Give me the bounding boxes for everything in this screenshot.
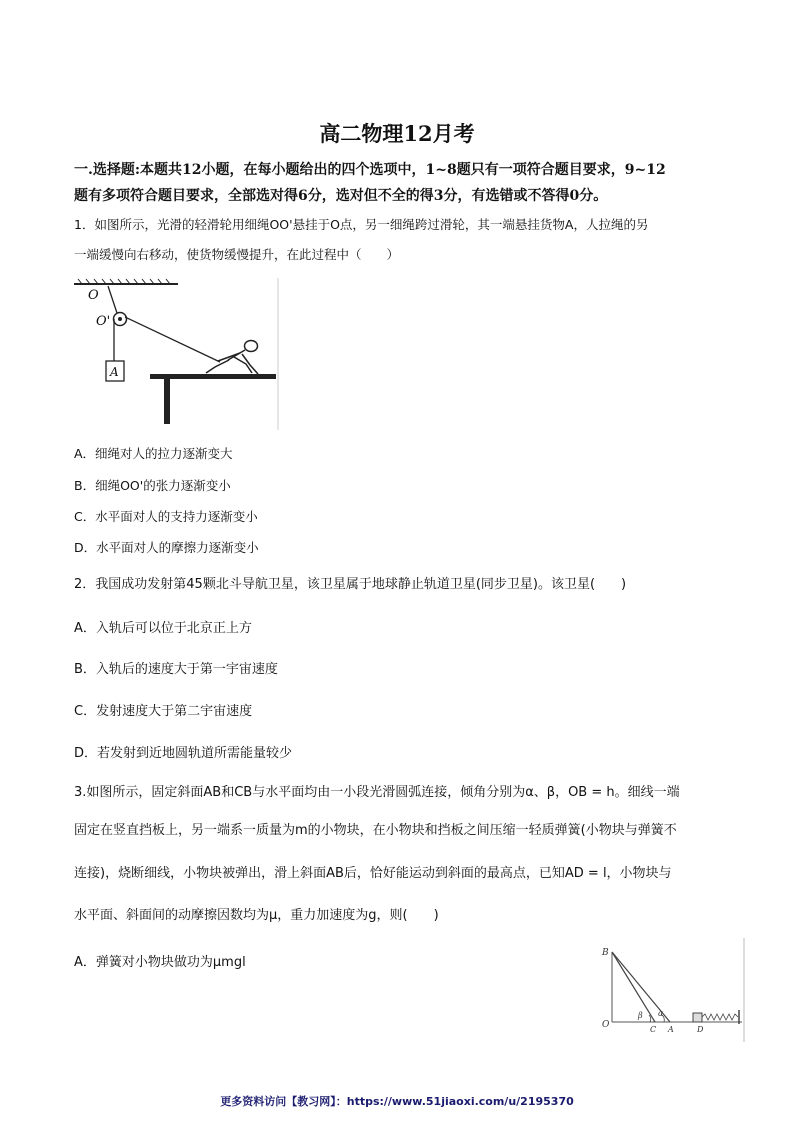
q1-option-b: B．细绳OO'的张力逐渐变小 bbox=[74, 478, 231, 493]
block bbox=[693, 1013, 702, 1022]
q3-stem-line1: 3.如图所示，固定斜面AB和CB与水平面均由一小段光滑圆弧连接，倾角分别为α、β，OB = h。细线一端 bbox=[74, 785, 680, 800]
svg-text:D: D bbox=[697, 1025, 704, 1034]
label-o-prime: O' bbox=[96, 314, 111, 329]
footer-link[interactable]: 更多资料访问【教习网】：https://www.51jiaoxi.com/u/2195370 bbox=[220, 1095, 574, 1108]
section-heading-line1: 一.选择题:本题共12小题，在每小题给出的四个选项中，1~8题只有一项符合题目要求，9~12 bbox=[74, 162, 666, 178]
rope-to-person bbox=[125, 317, 220, 362]
q2-option-c: C．发射速度大于第二宇宙速度 bbox=[74, 704, 253, 719]
q1-figure bbox=[70, 278, 282, 430]
svg-text:A: A bbox=[668, 1025, 674, 1034]
rope-oo bbox=[108, 286, 118, 316]
q3-figure bbox=[598, 938, 748, 1042]
table-leg bbox=[164, 379, 170, 424]
page-title: 高二物理12月考 bbox=[319, 121, 475, 146]
q3-option-a: A．弹簧对小物块做功为μmgl bbox=[74, 955, 246, 970]
q1-stem-line1: 1．如图所示，光滑的轻滑轮用细绳OO'悬挂于O点，另一细绳跨过滑轮，其一端悬挂货物A，人拉绳的另 bbox=[74, 217, 649, 232]
table-top bbox=[150, 374, 276, 379]
q1-option-a: A．细绳对人的拉力逐渐变大 bbox=[74, 446, 233, 461]
q3-stem-line2: 固定在竖直挡板上，另一端系一质量为m的小物块，在小物块和挡板之间压缩一轻质弹簧(小物块与弹簧不 bbox=[74, 823, 677, 838]
spring-icon bbox=[702, 1014, 738, 1020]
svg-text:β: β bbox=[638, 1011, 643, 1020]
q1-option-c: C．水平面对人的支持力逐渐变小 bbox=[74, 509, 258, 524]
svg-text:O: O bbox=[602, 1020, 610, 1030]
svg-text:C: C bbox=[650, 1025, 657, 1034]
q2-option-a: A．入轨后可以位于北京正上方 bbox=[74, 621, 252, 636]
svg-text:α: α bbox=[658, 1009, 664, 1018]
q2-option-d: D．若发射到近地圆轨道所需能量较少 bbox=[74, 746, 293, 761]
label-o: O bbox=[88, 288, 99, 303]
q3-stem-line3: 连接)，烧断细线，小物块被弹出，滑上斜面AB后，恰好能运动到斜面的最高点，已知AD = l，小物块与 bbox=[74, 866, 672, 881]
person-icon bbox=[206, 341, 258, 375]
section-heading-line2: 题有多项符合题目要求，全部选对得6分，选对但不全的得3分，有选错或不答得0分。 bbox=[74, 188, 608, 204]
q3-stem-line4: 水平面、斜面间的动摩擦因数均为μ，重力加速度为g，则( ) bbox=[74, 908, 439, 923]
svg-text:B: B bbox=[602, 948, 609, 958]
q2-option-b: B．入轨后的速度大于第一宇宙速度 bbox=[74, 662, 278, 677]
label-a: A bbox=[110, 365, 119, 379]
slope-cb bbox=[612, 952, 655, 1022]
q1-stem-line2: 一端缓慢向右移动，使货物缓慢提升，在此过程中（ ） bbox=[74, 247, 400, 262]
q2-stem: 2．我国成功发射第45颗北斗导航卫星，该卫星属于地球静止轨道卫星(同步卫星)。该卫星( ) bbox=[74, 577, 627, 592]
q1-option-d: D．水平面对人的摩擦力逐渐变小 bbox=[74, 540, 259, 555]
